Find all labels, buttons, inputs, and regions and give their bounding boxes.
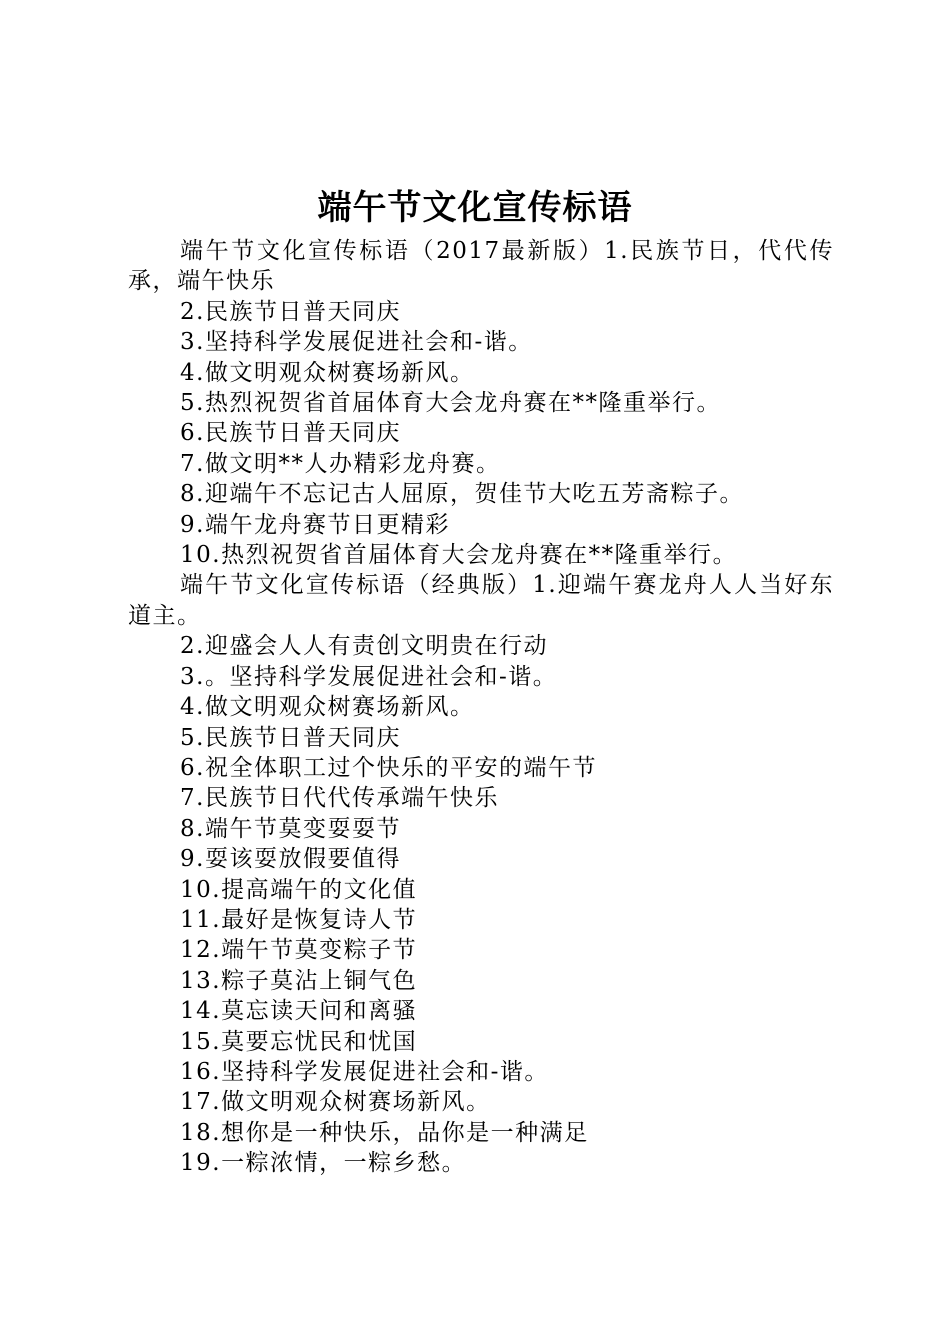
list-item: 4.做文明观众树赛场新风。	[180, 694, 475, 721]
list-item: 6.祝全体职工过个快乐的平安的端午节	[180, 754, 597, 781]
list-item: 8.端午节莫变耍耍节	[180, 815, 401, 842]
section1-intro: 端午节文化宣传标语（2017最新版）1.民族节日，代代传承，端午快乐	[128, 238, 834, 295]
list-item: 3.坚持科学发展促进社会和-谐。	[180, 329, 533, 356]
list-item: 2.民族节日普天同庆	[180, 298, 401, 325]
section2-intro: 端午节文化宣传标语（经典版）1.迎端午赛龙舟人人当好东道主。	[128, 572, 834, 629]
list-item: 5.民族节日普天同庆	[180, 724, 401, 751]
document-title: 端午节文化宣传标语	[317, 188, 633, 228]
list-item: 14.莫忘读天问和离骚	[180, 998, 418, 1025]
list-item: 10.提高端午的文化值	[180, 876, 418, 903]
list-item: 16.坚持科学发展促进社会和-谐。	[180, 1058, 549, 1085]
list-item: 7.民族节日代代传承端午快乐	[180, 785, 499, 812]
list-item: 13.粽子莫沾上铜气色	[180, 967, 418, 994]
list-item: 3.。坚持科学发展促进社会和-谐。	[180, 663, 558, 690]
list-item: 2.迎盛会人人有责创文明贵在行动	[180, 633, 548, 660]
list-item: 6.民族节日普天同庆	[180, 420, 401, 447]
list-item: 9.端午龙舟赛节日更精彩	[180, 511, 450, 538]
list-item: 4.做文明观众树赛场新风。	[180, 359, 475, 386]
list-item: 10.热烈祝贺省首届体育大会龙舟赛在**隆重举行。	[180, 542, 738, 569]
list-item: 19.一粽浓情，一粽乡愁。	[180, 1150, 467, 1177]
list-item: 15.莫要忘忧民和忧国	[180, 1028, 418, 1055]
section2-list	[128, 631, 834, 1178]
section1-list	[128, 297, 834, 571]
list-item: 9.耍该耍放假要值得	[180, 846, 401, 873]
list-item: 12.端午节莫变粽子节	[180, 937, 418, 964]
list-item: 7.做文明**人办精彩龙舟赛。	[180, 450, 501, 477]
list-item: 5.热烈祝贺省首届体育大会龙舟赛在**隆重举行。	[180, 390, 721, 417]
list-item: 11.最好是恢复诗人节	[180, 906, 418, 933]
list-item: 17.做文明观众树赛场新风。	[180, 1089, 491, 1116]
document-body	[128, 236, 834, 1179]
list-item: 18.想你是一种快乐，品你是一种满足	[180, 1119, 589, 1146]
list-item: 8.迎端午不忘记古人屈原，贺佳节大吃五芳斋粽子。	[180, 481, 744, 508]
